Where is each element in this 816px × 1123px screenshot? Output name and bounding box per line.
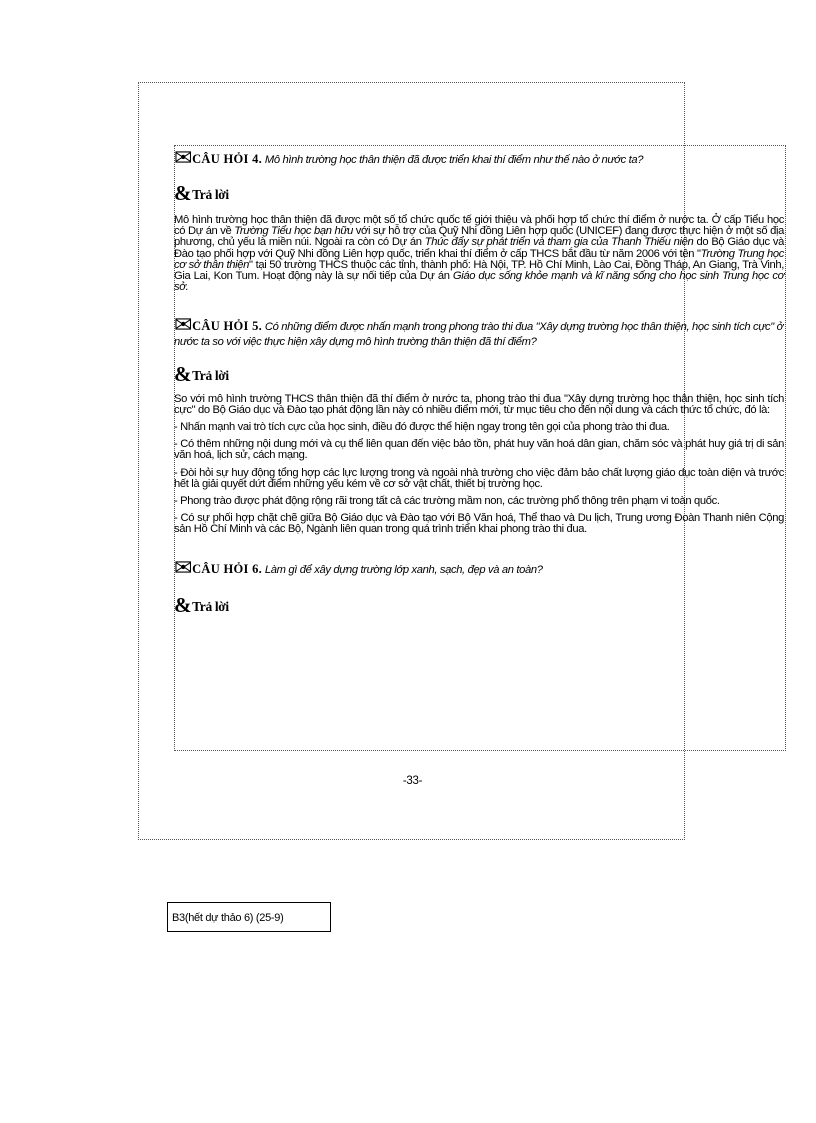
answer-4-text: Mô hình trường học thân thiện đã được một số tổ chức quốc tế giới thiệu và phối hợp tổ chức thí điểm ở nước ta. Ở cấp Tiểu học có Dự án về [174, 214, 784, 238]
question-5 [174, 315, 784, 348]
question-4-label: CÂU HỎI 4. [192, 152, 263, 166]
ampersand-icon: & [174, 181, 192, 205]
ampersand-icon: & [174, 592, 192, 617]
question-5-text: Có những điểm được nhấn mạnh trong phong trào thi đua "Xây dựng trường học thân thiện, học sinh tích cực" ở nước ta so với việc thực hiện xây dựng mô hình trường thân thiện đã thí điểm? [174, 321, 784, 349]
answer-4-italic: Trường Tiểu học bạn hữu [234, 225, 353, 238]
draft-note-box: B3(hết dự thảo 6) (25-9) [167, 902, 331, 932]
answer-5-point: - Đòi hỏi sự huy động tổng hợp các lực lượng trong và ngoài nhà trường cho việc đảm bảo chất lượng giáo dục toàn diện và trước hết là giải quyết dứt điểm những yếu kém về cơ sở vật chất, thiết bị trường học. [174, 466, 784, 490]
answer-5-point: - Có sự phối hợp chặt chẽ giữa Bộ Giáo dục và Đào tạo với Bộ Văn hoá, Thể thao và Du lịch, Trung ương Đoàn Thanh niên Cộng sản Hồ Chí Minh và các Bộ, Ngành liên quan trong quá trình triển khai phong trào thi đua. [174, 512, 784, 536]
answer-4-paragraph [174, 215, 784, 293]
answer-label: Trả lời [192, 187, 229, 202]
answer-4-italic: Giáo dục sống khỏe mạnh và kĩ năng sống cho học sinh Trung học cơ sở. [174, 270, 784, 294]
question-4 [174, 148, 784, 170]
answer-4-text: với sự hỗ trợ của Quỹ Nhi đồng Liên hợp quốc (UNICEF) đang được thực hiện ở một số địa phương, chủ yếu là miền núi. Ngoài ra còn có Dự án [174, 225, 784, 249]
envelope-icon: ✉ [174, 555, 193, 581]
answer-heading-5 [174, 361, 784, 386]
answer-5-point: - Nhấn mạnh vai trò tích cực của học sinh, điều đó được thể hiện ngay trong tên gọi của phong trào thi đua. [174, 421, 670, 434]
page-number: -33- [402, 775, 423, 787]
answer-5-point: - Phong trào được phát động rộng rãi trong tất cả các trường mầm non, các trường phổ thông trên phạm vi toàn quốc. [174, 495, 720, 508]
answer-label: Trả lời [192, 367, 229, 383]
answer-4-text: do Bộ Giáo dục và Đào tạo phối hợp với Quỹ Nhi đồng Liên hợp quốc, triển khai thí điểm ở cấp THCS bắt đầu từ năm 2006 với tên " [174, 236, 784, 260]
ampersand-icon: & [174, 361, 192, 386]
question-6-label: CÂU HỎI 6. [192, 561, 263, 576]
answer-4-italic: Thúc đẩy sự phát triển và tham gia của Thanh Thiếu niên [424, 236, 694, 249]
answer-4-text: " tại 50 trường THCS thuộc các tỉnh, thành phố: Hà Nội, TP. Hồ Chí Minh, Lào Cai, Đồng Tháp, An Giang, Trà Vinh, Gia Lai, Kon Tum. Hoạt động này là sự nối tiếp của Dự án [174, 258, 784, 283]
question-6-text: Làm gì để xây dựng trường lớp xanh, sạch, đẹp và an toàn? [264, 563, 543, 576]
page-content [174, 148, 784, 616]
answer-heading-4 [174, 181, 784, 205]
envelope-icon: ✉ [174, 313, 193, 339]
answer-4-italic: Trường Trung học cơ sở thân thiện [174, 247, 785, 271]
question-4-text: Mô hình trường học thân thiện đã được triển khai thí điểm như thế nào ở nước ta? [264, 154, 644, 166]
question-6 [174, 555, 784, 581]
answer-5-intro: So với mô hình trường THCS thân thiện đã thí điểm ở nước ta, phong trào thi đua "Xây dựng trường học thân thiện, học sinh tích cực" do Bộ Giáo dục và Đào tạo phát động lần này có nhiều điểm mới, từ mục tiêu cho đến nội dung và cách thức tổ chức, đó là: [174, 392, 784, 416]
answer-5-point: - Có thêm những nội dung mới và cụ thể liên quan đến việc bảo tồn, phát huy văn hoá dân gian, chăm sóc và phát huy giá trị di sản văn hoá, lịch sử, cách mạng. [174, 438, 784, 462]
envelope-icon: ✉ [174, 146, 193, 171]
answer-label: Trả lời [192, 598, 229, 614]
question-5-label: CÂU HỎI 5. [192, 319, 263, 334]
answer-heading-6 [174, 592, 784, 617]
